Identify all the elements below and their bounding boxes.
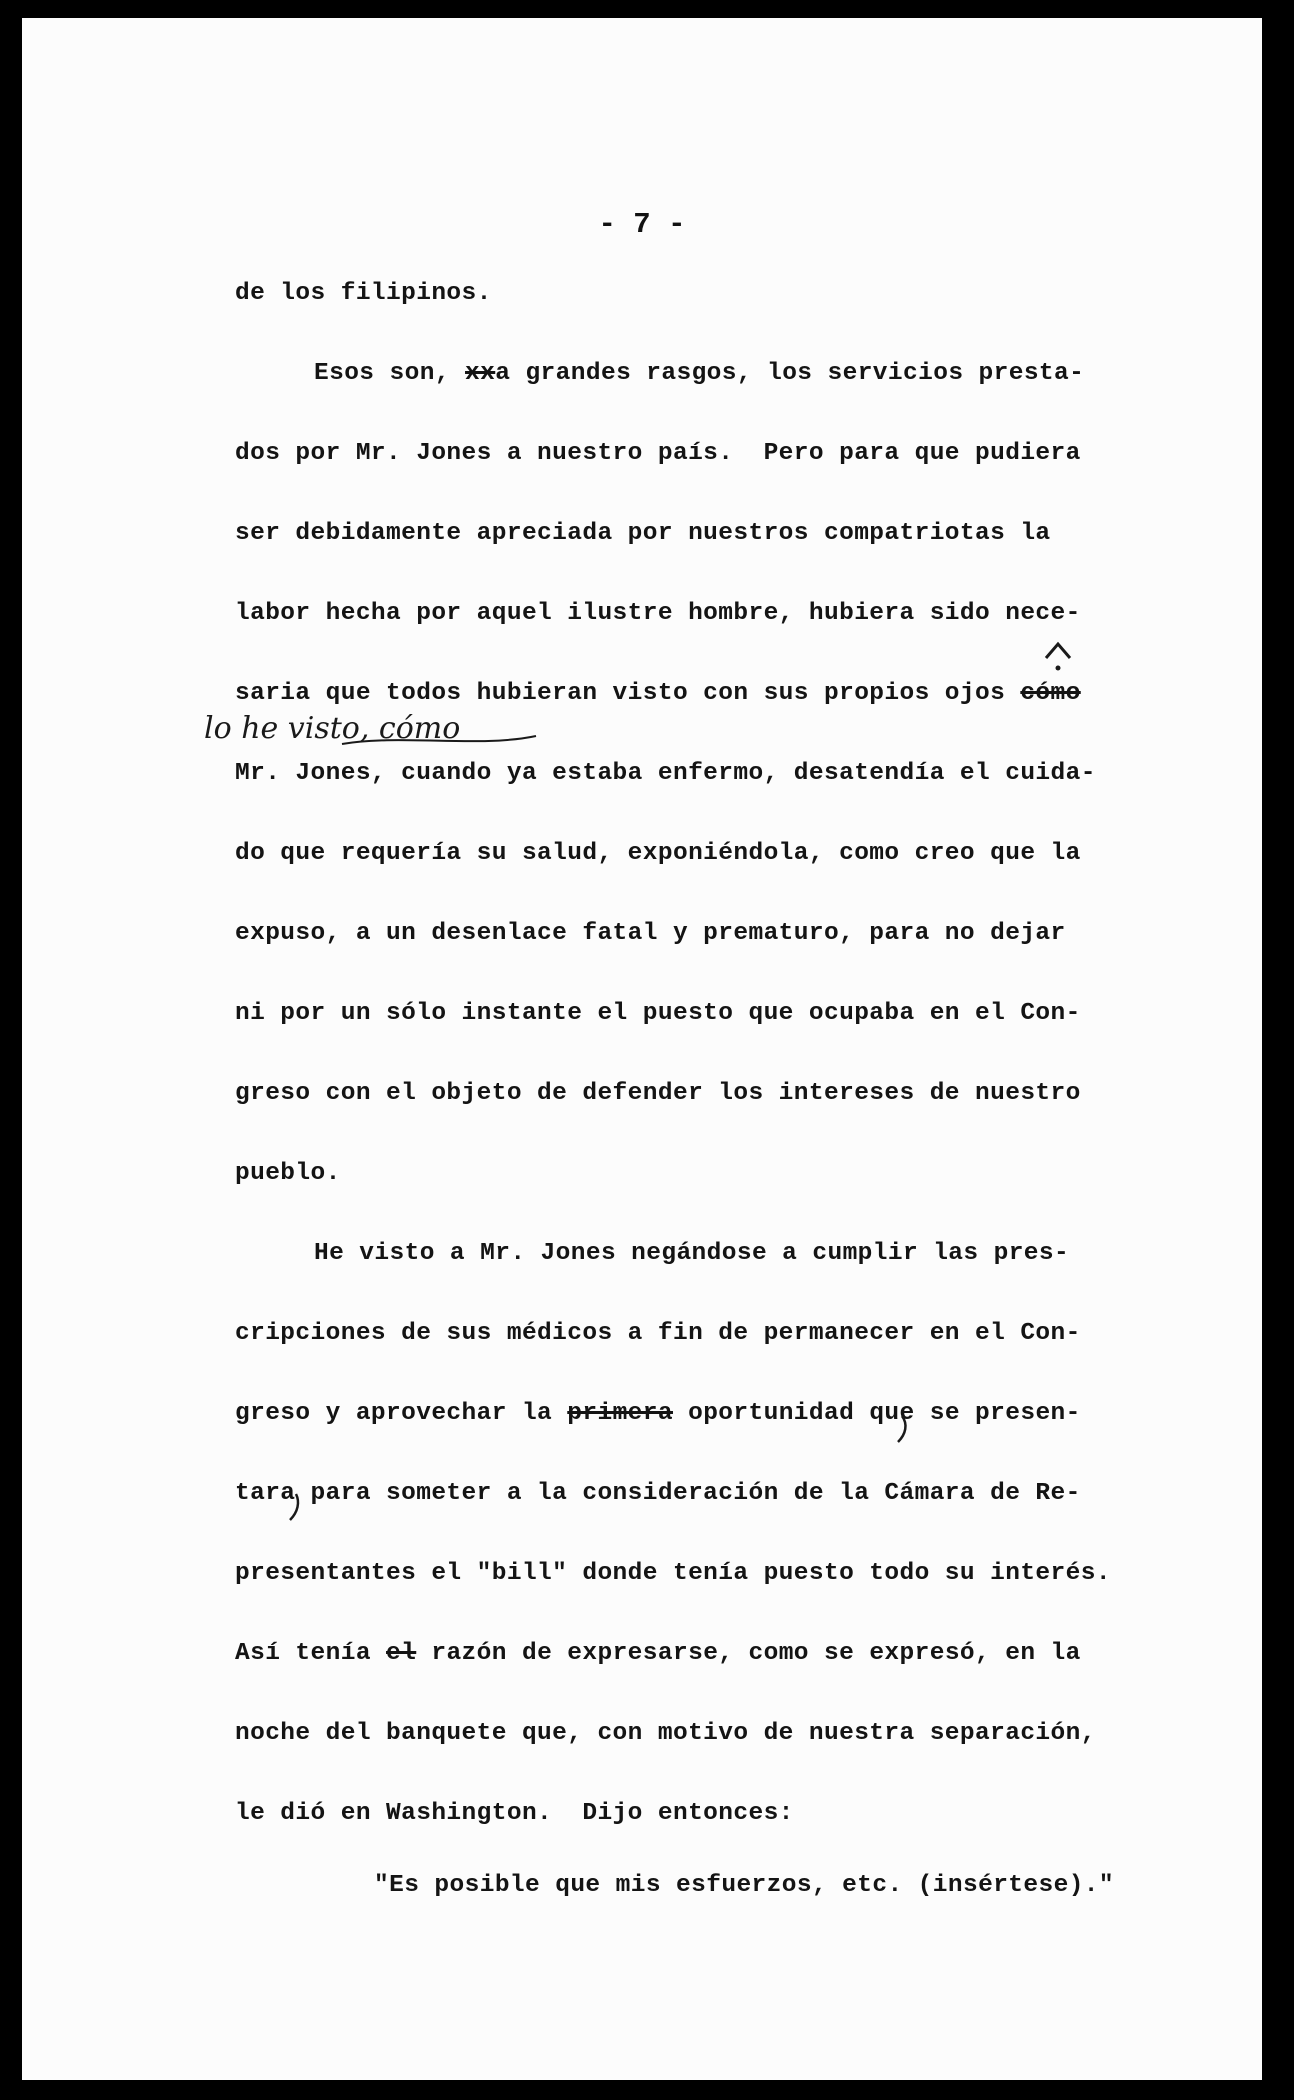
- line-text: razón de expresarse, como se expresó, en la: [416, 1640, 1081, 1667]
- text-line: noche del banquete que, con motivo de nuestra separación,: [235, 1720, 1096, 1747]
- text-line: le dió en Washington. Dijo entonces:: [235, 1800, 794, 1827]
- text-line: He visto a Mr. Jones negándose a cumplir las pres-: [314, 1240, 1070, 1267]
- text-line: greso con el objeto de defender los intereses de nuestro: [235, 1080, 1081, 1107]
- text-line: [314, 360, 1084, 387]
- text-line: Mr. Jones, cuando ya estaba enfermo, desatendía el cuida-: [235, 760, 1096, 787]
- text-line: [235, 1640, 1081, 1667]
- text-line: do que requería su salud, exponiéndola, como creo que la: [235, 840, 1081, 867]
- handwritten-insert-underline: [340, 730, 540, 750]
- text-line: pueblo.: [235, 1160, 341, 1187]
- line-text: greso y aprovechar la: [235, 1400, 568, 1427]
- line-text: Esos son,: [314, 360, 466, 387]
- struck-text: cómo: [1020, 680, 1081, 707]
- text-line: tara para someter a la consideración de la Cámara de Re-: [235, 1480, 1081, 1507]
- struck-text: primera: [567, 1400, 673, 1427]
- struck-text: el: [386, 1640, 417, 1667]
- text-line: labor hecha por aquel ilustre hombre, hubiera sido nece-: [235, 600, 1081, 627]
- line-text: a grandes rasgos, los servicios presta-: [495, 360, 1085, 387]
- text-line: "Es posible que mis esfuerzos, etc. (insértese).": [374, 1872, 1115, 1899]
- line-text: oportunidad que se presen-: [672, 1400, 1081, 1427]
- text-line: ni por un sólo instante el puesto que ocupaba en el Con-: [235, 1000, 1081, 1027]
- text-line: cripciones de sus médicos a fin de permanecer en el Con-: [235, 1320, 1081, 1347]
- text-line: de los filipinos.: [235, 280, 492, 307]
- struck-text: xx: [465, 360, 496, 387]
- page-number: - 7 -: [598, 208, 686, 241]
- insertion-caret-icon: [1040, 638, 1080, 678]
- handwritten-insert: lo he visto, cómo: [204, 711, 461, 746]
- text-line: expuso, a un desenlace fatal y prematuro, para no dejar: [235, 920, 1066, 947]
- comma-insert-mark: [884, 1410, 924, 1450]
- text-line: [235, 680, 1081, 707]
- document-page: [22, 18, 1262, 2080]
- line-text: saria que todos hubieran visto con sus propios ojos: [235, 680, 1021, 707]
- text-line: dos por Mr. Jones a nuestro país. Pero para que pudiera: [235, 440, 1081, 467]
- text-line: presentantes el "bill" donde tenía puesto todo su interés.: [235, 1560, 1111, 1587]
- comma-insert-mark: [280, 1488, 310, 1528]
- line-text: Así tenía: [235, 1640, 387, 1667]
- text-line: ser debidamente apreciada por nuestros compatriotas la: [235, 520, 1051, 547]
- text-line: [235, 1400, 1081, 1427]
